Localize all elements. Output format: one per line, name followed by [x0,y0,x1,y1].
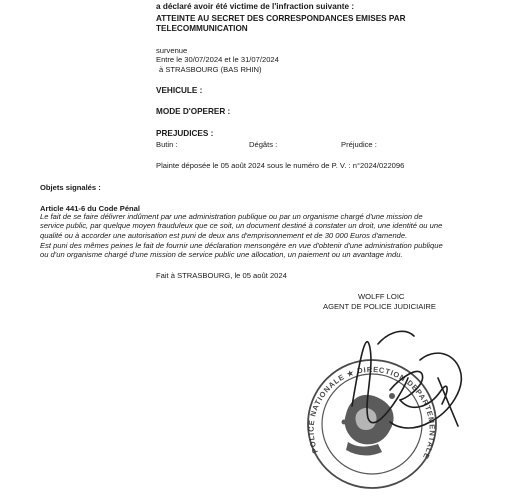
place-date: Fait à STRASBOURG, le 05 août 2024 [156,271,287,280]
article-line-2: service public, par quelque moyen frauduleux que ce soit, un document destiné à constater un droit, une identité ou une [40,221,443,230]
objets-label: Objets signalés : [40,183,101,192]
officer-name: WOLFF LOIC [358,292,405,301]
article-line-5: ou d'un organisme chargé d'une mission de service public une allocation, un paiement ou un avantage indu. [40,250,403,259]
butin-label: Butin : [156,140,178,149]
article-line-3: qualité ou à accorder une autorisation est puni de deux ans d'emprisonnement et de 30 000 Euros d'amende. [40,231,408,240]
occurrence-place: à STRASBOURG (BAS RHIN) [159,65,262,74]
occurrence-dates: Entre le 30/07/2024 et le 31/07/2024 [156,55,279,64]
vehicule-label: VEHICULE : [156,86,203,95]
degats-label: Dégâts : [249,140,278,149]
offense-title-line2: TELECOMMUNICATION [156,24,248,33]
occurrence-label: survenue [156,46,188,55]
article-line-4: Est puni des mêmes peines le fait de fournir une déclaration mensongère en vue d'obtenir d'une administration publique [40,241,443,250]
prejudice-label: Préjudice : [341,140,377,149]
article-title: Article 441-6 du Code Pénal [40,204,141,213]
declaration-line: a déclaré avoir été victime de l'infraction suivante : [156,2,355,11]
complaint-line: Plainte déposée le 05 août 2024 sous le numéro de P. V. : n°2024/022096 [156,161,405,170]
article-line-1: Le fait de se faire délivrer indûment par une administration publique ou par un organisme chargé d'une mission de [40,212,423,221]
seal-lettering: POLICE NATIONALE ★ DIRECTION DEPARTEMENTALE [306,364,437,461]
prejudices-label: PREJUDICES : [156,129,214,138]
handwritten-signature [330,318,480,468]
officer-title: AGENT DE POLICE JUDICIAIRE [323,302,436,311]
mode-operer-label: MODE D'OPERER : [156,107,231,116]
offense-title-line1: ATTEINTE AU SECRET DES CORRESPONDANCES EMISES PAR [156,14,406,23]
